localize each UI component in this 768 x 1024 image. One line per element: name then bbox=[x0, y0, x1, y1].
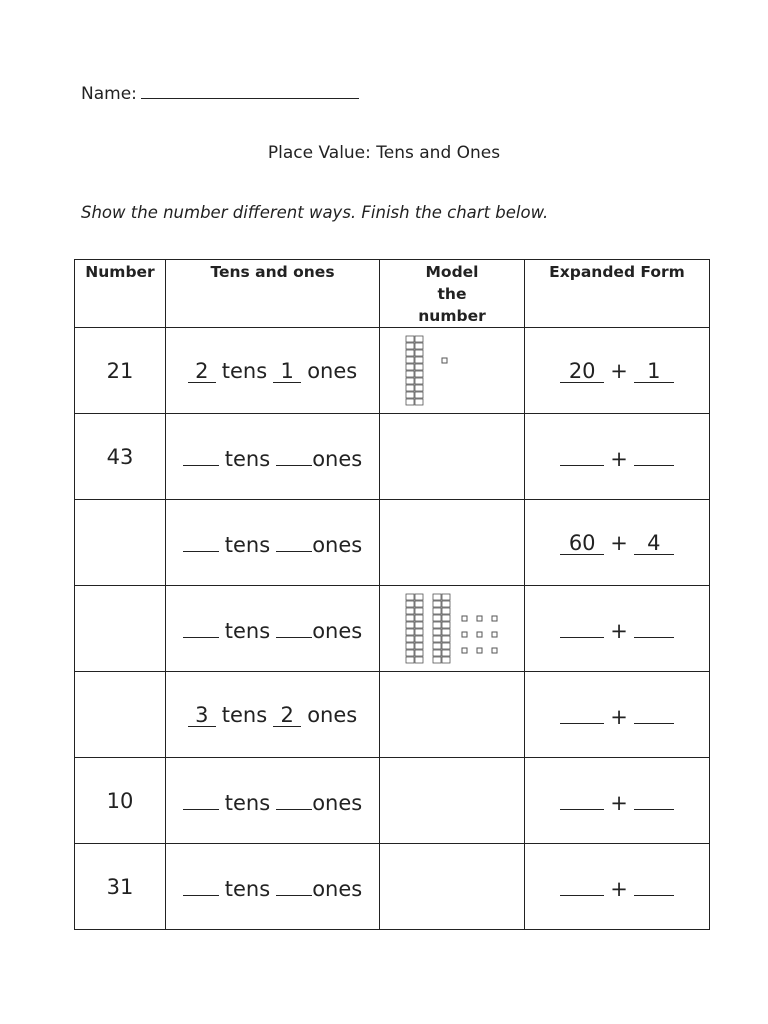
model-cell[interactable] bbox=[380, 844, 525, 930]
tens-and-ones-cell bbox=[166, 500, 380, 586]
ten-rod-cube bbox=[415, 392, 423, 398]
expanded-form-cell bbox=[525, 672, 710, 758]
ten-rod-cube bbox=[442, 629, 450, 635]
tens-and-ones-cell bbox=[166, 758, 380, 844]
number-cell[interactable]: 31 bbox=[75, 844, 166, 930]
ten-rod-cube bbox=[406, 350, 414, 356]
ten-rod-cube bbox=[406, 601, 414, 607]
table-row bbox=[75, 500, 710, 586]
column-header-expanded-form: Expanded Form bbox=[525, 260, 710, 328]
ten-rod-cube bbox=[406, 608, 414, 614]
ten-rod-cube bbox=[415, 601, 423, 607]
table-row bbox=[75, 328, 710, 414]
expanded-ones-blank[interactable]: 4 bbox=[634, 532, 674, 555]
ten-rod-cube bbox=[406, 343, 414, 349]
ones-blank[interactable]: 1 bbox=[273, 360, 301, 383]
ten-rod-cube bbox=[406, 371, 414, 377]
table-header-row bbox=[75, 260, 710, 328]
ten-rod-cube bbox=[433, 608, 441, 614]
expanded-ones-blank[interactable]: 1 bbox=[634, 360, 674, 383]
ones-word: ones bbox=[312, 876, 363, 901]
ones-blank[interactable] bbox=[276, 873, 312, 896]
ten-rod-cube bbox=[415, 615, 423, 621]
one-unit-cube bbox=[492, 648, 497, 653]
table-row bbox=[75, 414, 710, 500]
model-cell[interactable] bbox=[380, 586, 525, 672]
ten-rod-cube bbox=[415, 343, 423, 349]
ten-rod-cube bbox=[433, 657, 441, 663]
model-cell[interactable] bbox=[380, 414, 525, 500]
one-unit-cube bbox=[477, 632, 482, 637]
ones-word: ones bbox=[312, 618, 363, 643]
ten-rod-cube bbox=[406, 385, 414, 391]
ten-rod-cube bbox=[433, 622, 441, 628]
ten-rod-cube bbox=[406, 378, 414, 384]
table-row bbox=[75, 672, 710, 758]
tens-and-ones-cell bbox=[166, 414, 380, 500]
ten-rod-cube bbox=[415, 657, 423, 663]
expanded-tens-blank[interactable] bbox=[560, 873, 604, 896]
tens-blank[interactable]: 2 bbox=[188, 360, 216, 383]
ten-rod-cube bbox=[406, 399, 414, 405]
ten-rod-cube bbox=[433, 650, 441, 656]
ten-rod-cube bbox=[442, 650, 450, 656]
instructions: Show the number different ways. Finish the chart below. bbox=[81, 203, 549, 222]
ten-rod-cube bbox=[415, 636, 423, 642]
model-cell[interactable] bbox=[380, 328, 525, 414]
expanded-ones-blank[interactable] bbox=[634, 787, 674, 810]
column-header-tens-and-ones: Tens and ones bbox=[166, 260, 380, 328]
expanded-form-cell bbox=[525, 328, 710, 414]
table-row bbox=[75, 844, 710, 930]
ten-rod-cube bbox=[415, 364, 423, 370]
table-row bbox=[75, 586, 710, 672]
model-cell[interactable] bbox=[380, 758, 525, 844]
ten-rod-cube bbox=[415, 357, 423, 363]
ten-rod-cube bbox=[406, 364, 414, 370]
ones-word: ones bbox=[312, 790, 363, 815]
tens-blank[interactable] bbox=[183, 873, 219, 896]
ten-rod-cube bbox=[415, 622, 423, 628]
ten-rod-cube bbox=[406, 629, 414, 635]
expanded-form-cell bbox=[525, 414, 710, 500]
ten-rod-cube bbox=[406, 643, 414, 649]
base-ten-model bbox=[404, 334, 514, 408]
ten-rod-cube bbox=[433, 615, 441, 621]
one-unit-cube bbox=[492, 616, 497, 621]
ten-rod-cube bbox=[442, 601, 450, 607]
ten-rod-cube bbox=[406, 336, 414, 342]
ten-rod-cube bbox=[415, 336, 423, 342]
ones-word: ones bbox=[312, 532, 363, 557]
expanded-ones-blank[interactable] bbox=[634, 615, 674, 638]
ten-rod-cube bbox=[415, 608, 423, 614]
plus-sign: + bbox=[610, 704, 628, 729]
plus-sign: + bbox=[610, 446, 628, 471]
number-cell[interactable] bbox=[75, 500, 166, 586]
column-header-number: Number bbox=[75, 260, 166, 328]
one-unit-cube bbox=[462, 616, 467, 621]
expanded-tens-blank[interactable]: 60 bbox=[560, 532, 604, 555]
ones-blank[interactable] bbox=[276, 787, 312, 810]
ten-rod-cube bbox=[433, 594, 441, 600]
ten-rod-cube bbox=[415, 350, 423, 356]
ten-rod-cube bbox=[442, 594, 450, 600]
expanded-tens-blank[interactable]: 20 bbox=[560, 360, 604, 383]
tens-and-ones-cell bbox=[166, 586, 380, 672]
tens-word: tens bbox=[224, 618, 271, 643]
expanded-ones-blank[interactable] bbox=[634, 701, 674, 724]
ten-rod-cube bbox=[415, 594, 423, 600]
ones-blank[interactable] bbox=[276, 529, 312, 552]
expanded-tens-blank[interactable] bbox=[560, 615, 604, 638]
expanded-form-cell bbox=[525, 500, 710, 586]
ten-rod-cube bbox=[406, 636, 414, 642]
tens-and-ones-cell bbox=[166, 672, 380, 758]
plus-sign: + bbox=[610, 530, 628, 555]
ten-rod-cube bbox=[442, 622, 450, 628]
column-header-model-text: Model the number bbox=[418, 263, 486, 325]
tens-and-ones-cell bbox=[166, 328, 380, 414]
plus-sign: + bbox=[610, 790, 628, 815]
one-unit-cube bbox=[462, 648, 467, 653]
ten-rod-cube bbox=[406, 657, 414, 663]
one-unit-cube bbox=[462, 632, 467, 637]
tens-word: tens bbox=[224, 790, 271, 815]
ten-rod-cube bbox=[433, 629, 441, 635]
place-value-chart bbox=[74, 259, 710, 930]
tens-word: tens bbox=[224, 876, 271, 901]
number-cell[interactable]: 10 bbox=[75, 758, 166, 844]
name-line bbox=[81, 84, 359, 104]
tens-word: tens bbox=[224, 532, 271, 557]
one-unit-cube bbox=[477, 616, 482, 621]
one-unit-cube bbox=[492, 632, 497, 637]
number-cell[interactable] bbox=[75, 586, 166, 672]
number-cell[interactable] bbox=[75, 672, 166, 758]
name-label: Name: bbox=[81, 84, 137, 104]
ten-rod-cube bbox=[406, 650, 414, 656]
ten-rod-cube bbox=[415, 399, 423, 405]
ten-rod-cube bbox=[433, 643, 441, 649]
tens-word: tens bbox=[221, 702, 268, 727]
expanded-ones-blank[interactable] bbox=[634, 873, 674, 896]
model-cell[interactable] bbox=[380, 500, 525, 586]
ten-rod-cube bbox=[406, 392, 414, 398]
worksheet-title-text: Place Value: Tens and Ones bbox=[267, 143, 501, 163]
ten-rod-cube bbox=[433, 636, 441, 642]
tens-blank[interactable]: 3 bbox=[188, 704, 216, 727]
expanded-ones-blank[interactable] bbox=[634, 443, 674, 466]
one-unit-cube bbox=[477, 648, 482, 653]
table-row bbox=[75, 758, 710, 844]
ten-rod-cube bbox=[406, 594, 414, 600]
ten-rod-cube bbox=[415, 643, 423, 649]
ten-rod-cube bbox=[433, 601, 441, 607]
ones-word: ones bbox=[312, 446, 363, 471]
ten-rod-cube bbox=[442, 615, 450, 621]
ten-rod-cube bbox=[406, 622, 414, 628]
ten-rod-cube bbox=[442, 643, 450, 649]
tens-blank[interactable] bbox=[183, 443, 219, 466]
expanded-form-cell bbox=[525, 586, 710, 672]
tens-blank[interactable] bbox=[183, 787, 219, 810]
ten-rod-cube bbox=[442, 608, 450, 614]
ten-rod-cube bbox=[415, 629, 423, 635]
column-header-model bbox=[380, 260, 525, 328]
tens-blank[interactable] bbox=[183, 615, 219, 638]
tens-word: tens bbox=[221, 358, 268, 383]
plus-sign: + bbox=[610, 618, 628, 643]
ten-rod-cube bbox=[415, 371, 423, 377]
model-cell[interactable] bbox=[380, 672, 525, 758]
ones-word: ones bbox=[307, 358, 358, 383]
expanded-tens-blank[interactable] bbox=[560, 787, 604, 810]
ones-blank[interactable] bbox=[276, 443, 312, 466]
number-cell[interactable]: 43 bbox=[75, 414, 166, 500]
ones-word: ones bbox=[307, 702, 358, 727]
ten-rod-cube bbox=[415, 378, 423, 384]
ten-rod-cube bbox=[406, 357, 414, 363]
expanded-tens-blank[interactable] bbox=[560, 443, 604, 466]
tens-blank[interactable] bbox=[183, 529, 219, 552]
one-unit-cube bbox=[442, 358, 447, 363]
ones-blank[interactable]: 2 bbox=[273, 704, 301, 727]
tens-and-ones-cell bbox=[166, 844, 380, 930]
base-ten-model bbox=[404, 592, 514, 666]
ten-rod-cube bbox=[415, 385, 423, 391]
tens-word: tens bbox=[224, 446, 271, 471]
ten-rod-cube bbox=[442, 657, 450, 663]
worksheet-title bbox=[0, 143, 768, 163]
number-cell[interactable]: 21 bbox=[75, 328, 166, 414]
expanded-form-cell bbox=[525, 758, 710, 844]
ten-rod-cube bbox=[442, 636, 450, 642]
plus-sign: + bbox=[610, 358, 628, 383]
expanded-form-cell bbox=[525, 844, 710, 930]
ones-blank[interactable] bbox=[276, 615, 312, 638]
ten-rod-cube bbox=[415, 650, 423, 656]
plus-sign: + bbox=[610, 876, 628, 901]
name-blank[interactable] bbox=[141, 84, 359, 99]
ten-rod-cube bbox=[406, 615, 414, 621]
expanded-tens-blank[interactable] bbox=[560, 701, 604, 724]
